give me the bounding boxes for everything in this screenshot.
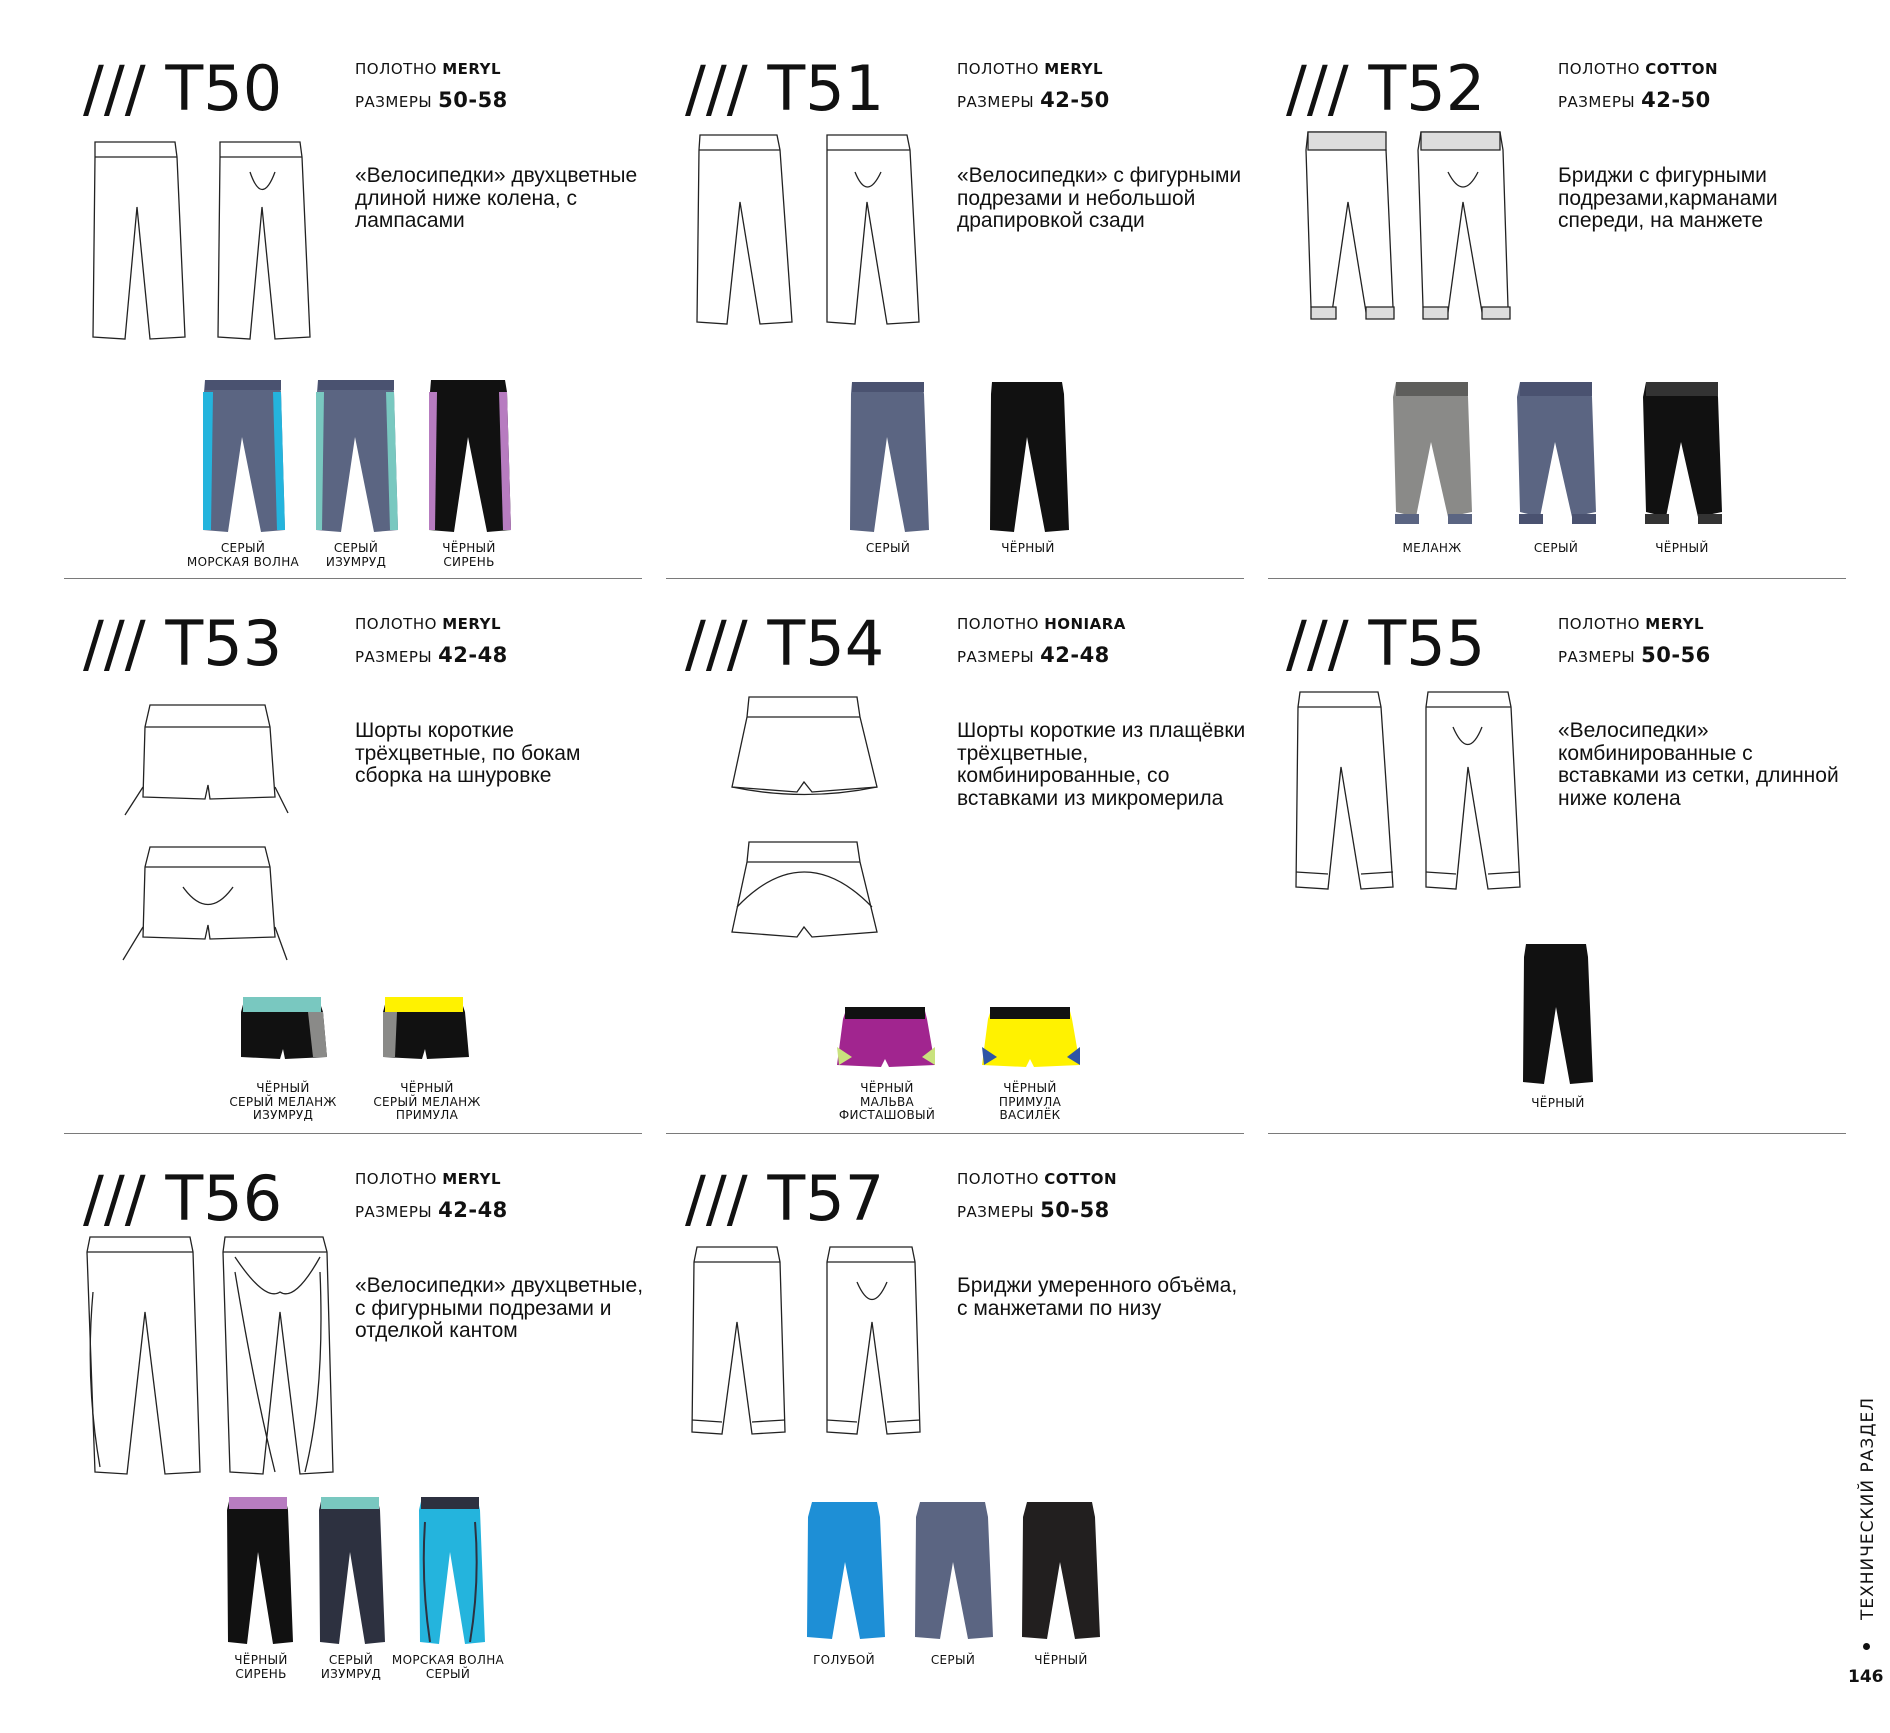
sizes-value: 42-48: [438, 1198, 508, 1222]
sizes-label: РАЗМЕРЫ: [355, 93, 433, 111]
product-description: «Велосипедки» двухцветные, с фигурными подрезами и отделкой кантом: [355, 1274, 644, 1342]
caption-line: ГОЛУБОЙ: [813, 1653, 875, 1667]
sizes-label: РАЗМЕРЫ: [355, 648, 433, 666]
caption-line: ЧЁРНЫЙ: [1034, 1653, 1088, 1667]
caption-line: ЧЁРНЫЙ: [1001, 541, 1055, 555]
row-divider: [666, 1133, 1244, 1134]
sizes-value: 42-50: [1641, 88, 1711, 112]
caption-line: СЕРЫЙ МЕЛАНЖ: [373, 1094, 481, 1109]
caption-line: СЕРЫЙ: [333, 541, 379, 555]
color-caption: [378, 1654, 518, 1681]
fabric-label: ПОЛОТНО: [1558, 615, 1640, 633]
row-divider: [64, 1133, 642, 1134]
product-card-t56: [65, 1142, 645, 1697]
sizes-label: РАЗМЕРЫ: [1558, 648, 1636, 666]
color-caption: [818, 542, 958, 556]
caption-line: СИРЕНЬ: [235, 1666, 287, 1681]
caption-line: СЕРЫЙ: [220, 541, 266, 555]
caption-line: ЧЁРНЫЙ: [1531, 1096, 1585, 1110]
row-divider: [64, 578, 642, 579]
sizes-label: РАЗМЕРЫ: [957, 1203, 1035, 1221]
product-card-t54: [667, 587, 1247, 1142]
product-card-t51: [667, 32, 1247, 587]
product-description: Шорты короткие из плащёвки трёхцветные, комбинированные, со вставками из микромерила: [957, 719, 1246, 810]
fabric-value: COTTON: [1044, 1170, 1118, 1188]
swatch-t51-2: [990, 382, 1069, 532]
product-card-t55: [1268, 587, 1848, 1142]
color-caption: [213, 1082, 353, 1123]
sizes-label: РАЗМЕРЫ: [1558, 93, 1636, 111]
swatch-t57-3: [1022, 1502, 1100, 1639]
caption-line: ЧЁРНЫЙ: [400, 1081, 454, 1095]
sizes-value: 50-58: [438, 88, 508, 112]
swatch-t57-1: [807, 1502, 885, 1639]
color-caption: [958, 542, 1098, 556]
caption-line: ЧЁРНЫЙ: [234, 1653, 288, 1667]
sizes-value: 42-50: [1040, 88, 1110, 112]
swatch-t51-1: [850, 382, 929, 532]
swatch-t57-2: [915, 1502, 993, 1639]
row-divider: [1268, 578, 1846, 579]
color-caption: [1488, 1097, 1628, 1111]
technical-sketch: [667, 1142, 1247, 1697]
sizes-label: РАЗМЕРЫ: [355, 1203, 433, 1221]
swatch-t50-2: [316, 380, 398, 532]
caption-line: ИЗУМРУД: [252, 1108, 314, 1122]
product-code: /// T51: [685, 52, 885, 125]
product-description: Бриджи умеренного объёма, с манжетами по низу: [957, 1274, 1238, 1320]
caption-line: ПРИМУЛА: [395, 1108, 459, 1122]
product-description: Бриджи с фигурными подрезами,карманами спереди, на манжете: [1558, 164, 1778, 232]
caption-line: СИРЕНЬ: [443, 554, 495, 569]
caption-line: СЕРЫЙ: [865, 541, 911, 555]
fabric-value: MERYL: [442, 60, 502, 78]
technical-sketch: [65, 32, 645, 587]
sizes-value: 42-48: [438, 643, 508, 667]
caption-line: ЧЁРНЫЙ: [1003, 1081, 1057, 1095]
color-caption: [1362, 542, 1502, 556]
product-code: /// T55: [1286, 607, 1486, 680]
caption-line: СЕРЫЙ: [425, 1666, 471, 1681]
color-caption: [1486, 542, 1626, 556]
product-code: /// T53: [83, 607, 283, 680]
swatch-t52-1: [1393, 382, 1472, 517]
technical-sketch: [65, 1142, 645, 1697]
swatch-t56-1: [227, 1497, 293, 1644]
caption-line: ЧЁРНЫЙ: [860, 1081, 914, 1095]
fabric-label: ПОЛОТНО: [355, 615, 437, 633]
caption-line: СЕРЫЙ: [328, 1653, 374, 1667]
caption-line: ФИСТАШОВЫЙ: [838, 1108, 936, 1122]
fabric-label: ПОЛОТНО: [957, 615, 1039, 633]
fabric-label: ПОЛОТНО: [957, 60, 1039, 78]
fabric-value: MERYL: [1645, 615, 1705, 633]
swatch-t50-3: [429, 380, 511, 532]
sizes-label: РАЗМЕРЫ: [957, 648, 1035, 666]
color-caption: [357, 1082, 497, 1123]
color-caption: [1612, 542, 1752, 556]
product-description: Шорты короткие трёхцветные, по бокам сборка на шнуровке: [355, 719, 581, 787]
fabric-label: ПОЛОТНО: [355, 1170, 437, 1188]
product-description: «Велосипедки» с фигурными подрезами и небольшой драпировкой сзади: [957, 164, 1242, 232]
technical-sketch: [65, 587, 645, 1142]
caption-line: ЧЁРНЫЙ: [442, 541, 496, 555]
caption-line: ПРИМУЛА: [998, 1094, 1062, 1109]
swatch-t52-2: [1517, 382, 1596, 517]
product-code: /// T52: [1286, 52, 1486, 125]
swatch-t55-1: [1523, 944, 1593, 1084]
caption-line: ВАСИЛЁК: [999, 1108, 1061, 1122]
fabric-label: ПОЛОТНО: [1558, 60, 1640, 78]
caption-line: МЕЛАНЖ: [1402, 541, 1462, 555]
caption-line: СЕРЫЙ МЕЛАНЖ: [229, 1094, 337, 1109]
sizes-value: 50-56: [1641, 643, 1711, 667]
page-number: 146: [1848, 1667, 1884, 1687]
caption-line: ЧЁРНЫЙ: [256, 1081, 310, 1095]
technical-sketch: [667, 587, 1247, 1142]
caption-line: СЕРЫЙ: [1533, 541, 1579, 555]
swatch-t50-1: [203, 380, 285, 532]
technical-sketch: [1268, 32, 1848, 587]
caption-line: МАЛЬВА: [859, 1094, 915, 1109]
swatch-t56-2: [319, 1497, 385, 1644]
product-card-t50: [65, 32, 645, 587]
fabric-value: MERYL: [442, 1170, 502, 1188]
product-code: /// T56: [83, 1162, 283, 1235]
color-caption: [817, 1082, 957, 1123]
bullet-dot: [1863, 1643, 1870, 1650]
sizes-value: 50-58: [1040, 1198, 1110, 1222]
product-card-t57: [667, 1142, 1247, 1697]
row-divider: [1268, 1133, 1846, 1134]
product-description: «Велосипедки» комбинированные с вставками из сетки, длинной ниже колена: [1558, 719, 1839, 810]
section-title: ТЕХНИЧЕСКИЙ РАЗДЕЛ: [1858, 1396, 1878, 1620]
color-caption: [991, 1654, 1131, 1668]
fabric-label: ПОЛОТНО: [355, 60, 437, 78]
caption-line: ИЗУМРУД: [325, 554, 387, 569]
product-code: /// T54: [685, 607, 885, 680]
color-caption: [399, 542, 539, 569]
swatch-t56-3: [419, 1497, 485, 1644]
product-description: «Велосипедки» двухцветные длиной ниже колена, с лампасами: [355, 164, 638, 232]
sizes-label: РАЗМЕРЫ: [957, 93, 1035, 111]
sizes-value: 42-48: [1040, 643, 1110, 667]
technical-sketch: [1268, 587, 1848, 1142]
row-divider: [666, 578, 1244, 579]
product-card-t52: [1268, 32, 1848, 587]
caption-line: МОРСКАЯ ВОЛНА: [391, 1653, 505, 1667]
color-caption: [960, 1082, 1100, 1123]
caption-line: ИЗУМРУД: [320, 1666, 382, 1681]
product-code: /// T57: [685, 1162, 885, 1235]
fabric-value: MERYL: [1044, 60, 1104, 78]
caption-line: МОРСКАЯ ВОЛНА: [186, 554, 300, 569]
product-card-t53: [65, 587, 645, 1142]
fabric-value: HONIARA: [1044, 615, 1126, 633]
fabric-label: ПОЛОТНО: [957, 1170, 1039, 1188]
fabric-value: COTTON: [1645, 60, 1719, 78]
caption-line: ЧЁРНЫЙ: [1655, 541, 1709, 555]
caption-line: СЕРЫЙ: [930, 1653, 976, 1667]
technical-sketch: [667, 32, 1247, 587]
fabric-value: MERYL: [442, 615, 502, 633]
product-code: /// T50: [83, 52, 283, 125]
swatch-t52-3: [1643, 382, 1722, 517]
